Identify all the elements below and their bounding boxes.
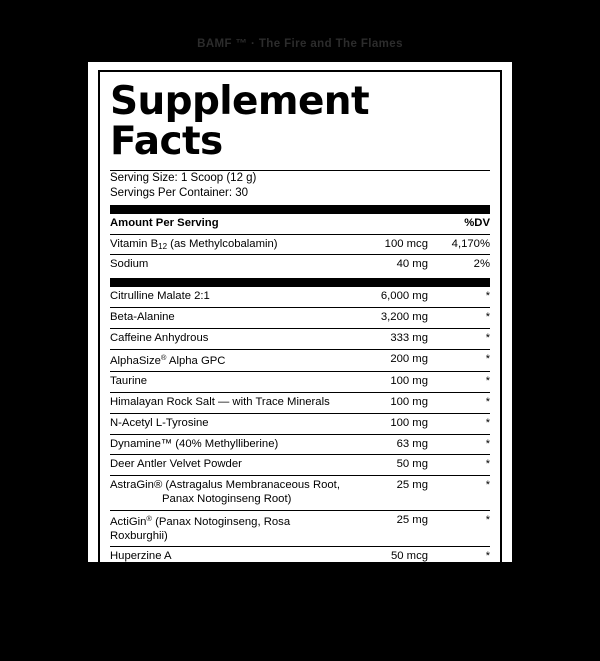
footnote-daily-value: Percent Daily Value (DV) is based on a 2,000 calorie diet <box>110 585 377 598</box>
nutrition-table-header <box>110 214 490 275</box>
table-row <box>110 255 490 275</box>
ingredient-dv: * <box>438 434 490 455</box>
ingredient-dv: * <box>438 413 490 434</box>
table-row <box>110 234 490 255</box>
amount-per-serving-header: Amount Per Serving <box>110 214 342 234</box>
ingredient-amount: 25 mg <box>342 476 438 511</box>
ingredient-dv: * <box>438 308 490 329</box>
ingredient-name: ActiGin® (Panax Notoginseng, Rosa Roxburghii) <box>110 510 342 547</box>
brand-tagline: BAMF ™ · The Fire and The Flames <box>197 38 403 50</box>
ingredient-name: Himalayan Rock Salt — with Trace Minerals <box>110 393 342 414</box>
page-title: Supplement Facts <box>110 79 370 164</box>
table-row <box>110 328 490 349</box>
ingredient-name <box>110 476 342 511</box>
ingredient-dv: * <box>438 476 490 511</box>
ingredient-name-line2: Panax Notoginseng Root) <box>162 493 292 506</box>
divider-thick-1 <box>110 205 490 214</box>
other-ingredients-line1: Other Ingredients: Natural & Artificial Flavors, Silicon Dioxide, Calcium Silicate, <box>100 631 490 644</box>
nutrient-name: Vitamin $B_{12}$ (as Methylcobalamin) <box>110 234 342 255</box>
ingredient-amount: 333 mg <box>342 328 438 349</box>
table-row <box>110 413 490 434</box>
divider-thick-3 <box>110 570 490 579</box>
table-row <box>110 372 490 393</box>
nutrient-amount: 40 mg <box>396 258 428 271</box>
ingredient-name: Dynamine™ (40% Methylliberine) <box>110 434 342 455</box>
table-row <box>110 287 490 307</box>
ingredient-amount: 100 mg <box>342 413 438 434</box>
ingredient-name: Citrulline Malate 2:1 <box>110 287 342 307</box>
ingredient-dv: * <box>438 349 490 372</box>
serving-info <box>110 171 490 201</box>
supplement-facts-box <box>98 70 502 623</box>
ingredient-amount: 25 mg <box>342 510 438 547</box>
ingredient-amount: 63 mg <box>342 434 438 455</box>
divider-thick-2 <box>110 278 490 287</box>
supplement-facts-panel <box>88 62 512 659</box>
table-row <box>110 547 490 567</box>
other-ingredients <box>98 623 502 661</box>
table-row <box>110 476 490 511</box>
ingredient-name: Beta-Alanine <box>110 308 342 329</box>
footnote-not-established: * Daily Value not established <box>110 599 245 612</box>
servings-per-container: Servings Per Container: 30 <box>110 186 249 199</box>
ingredient-name: Taurine <box>110 372 342 393</box>
ingredient-blend-table <box>110 287 490 567</box>
ingredient-amount: 6,000 mg <box>342 287 438 307</box>
ingredient-amount: 200 mg <box>342 349 438 372</box>
ingredient-amount: 100 mg <box>342 372 438 393</box>
table-row <box>110 349 490 372</box>
footnotes <box>110 579 490 614</box>
ingredient-name-line1: AstraGin® (Astragalus Membranaceous Root, <box>110 479 340 492</box>
ingredient-dv: * <box>438 287 490 307</box>
table-row <box>110 308 490 329</box>
ingredient-name: Caffeine Anhydrous <box>110 328 342 349</box>
serving-size: Serving Size: 1 Scoop (12 g) <box>110 171 257 184</box>
table-row <box>110 510 490 547</box>
ingredient-amount: 100 mg <box>342 393 438 414</box>
ingredient-dv: * <box>438 328 490 349</box>
ingredient-amount: 3,200 mg <box>342 308 438 329</box>
other-ingredients-line2: Sucralose, Malic Acid, Beet Root Powder (for color) <box>100 646 355 659</box>
table-row <box>110 393 490 414</box>
ingredient-dv: * <box>485 550 490 563</box>
ingredient-dv: * <box>438 393 490 414</box>
nutrient-dv: 2% <box>473 258 490 271</box>
ingredient-amount: 50 mcg <box>390 550 428 563</box>
ingredient-name: AlphaSize® Alpha GPC <box>110 349 342 372</box>
ingredient-dv: * <box>438 372 490 393</box>
ingredient-dv: * <box>438 510 490 547</box>
amount-column-spacer <box>342 214 438 234</box>
nutrient-dv: 4,170% <box>438 234 490 255</box>
ingredient-name: Huperzine A <box>110 550 172 563</box>
ingredient-dv: * <box>438 455 490 476</box>
ingredient-name: Deer Antler Velvet Powder <box>110 455 342 476</box>
table-row <box>110 214 490 234</box>
nutrient-amount: 100 mcg <box>342 234 438 255</box>
ingredient-name: N-Acetyl L-Tyrosine <box>110 413 342 434</box>
nutrient-name: Sodium <box>110 258 149 271</box>
ingredient-amount: 50 mg <box>342 455 438 476</box>
dv-header: %DV <box>438 214 490 234</box>
table-row <box>110 455 490 476</box>
table-row <box>110 434 490 455</box>
